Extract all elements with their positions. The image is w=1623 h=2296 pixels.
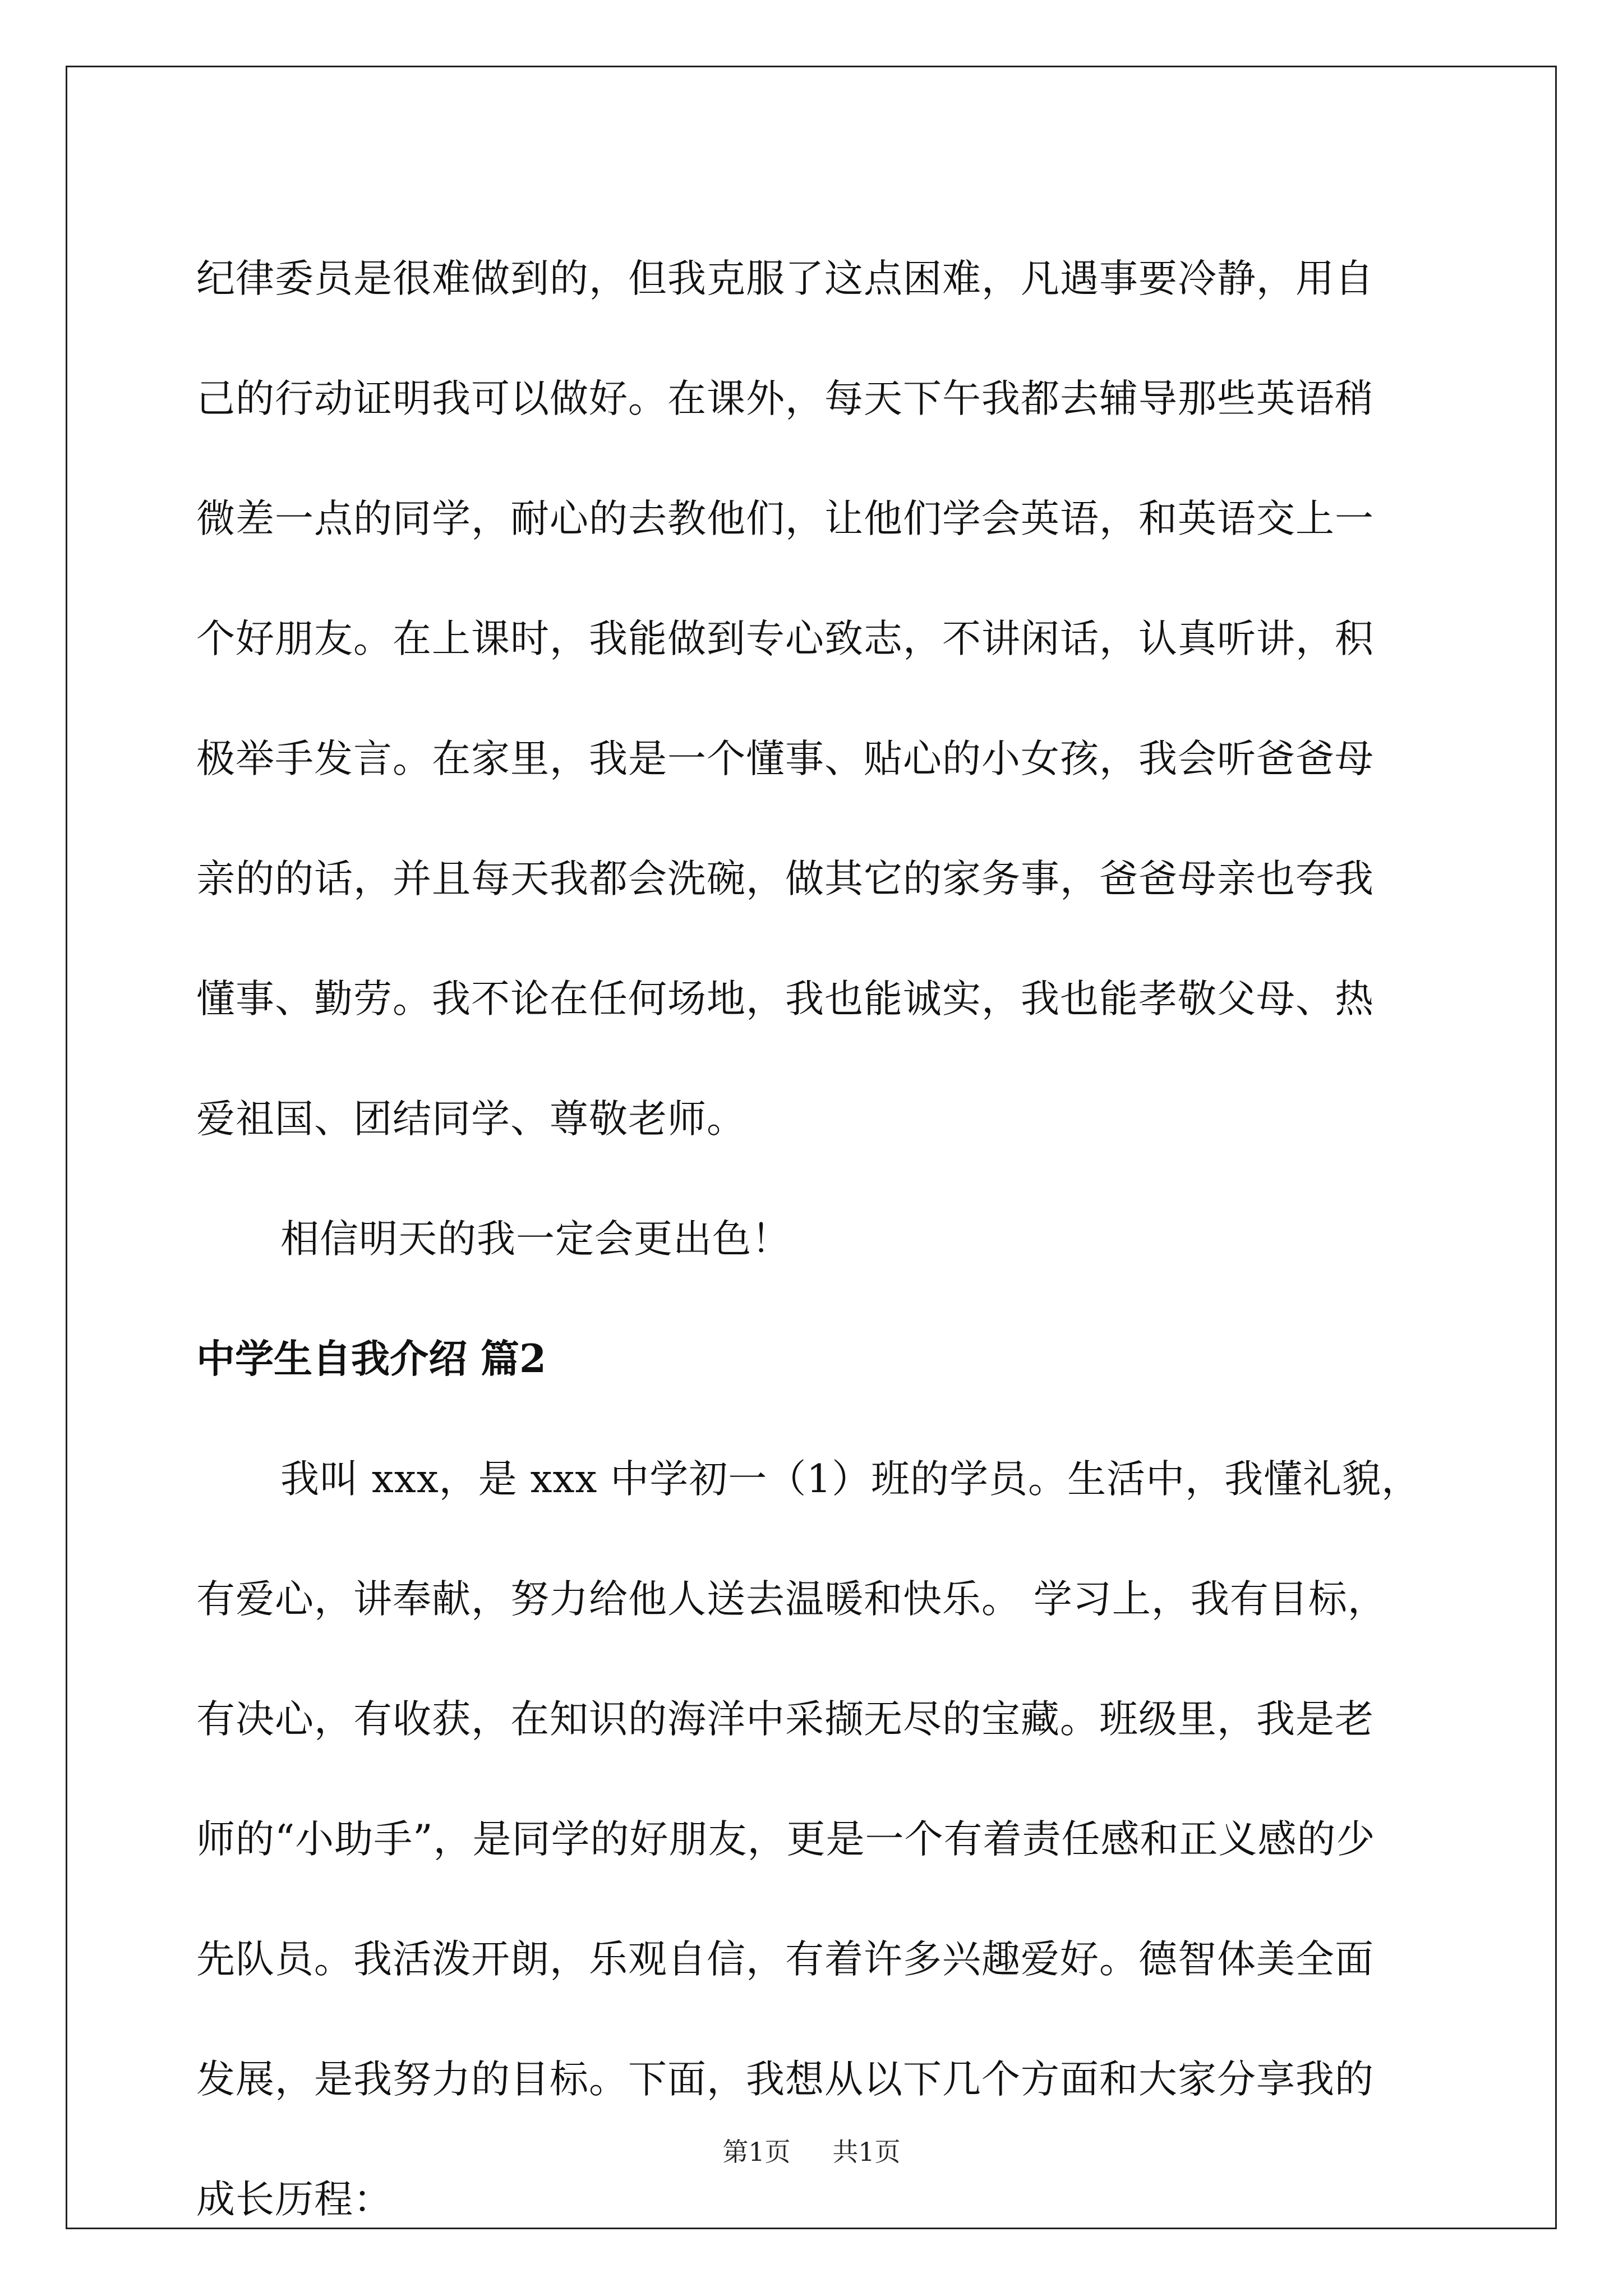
paragraph-line: 爱祖国、团结同学、尊敬老师。 — [196, 1097, 746, 1142]
paragraph-line: 个好朋友。在上课时，我能做到专心致志，不讲闲话，认真听讲，积 — [196, 616, 1374, 661]
page-number: 第1页 — [722, 2137, 791, 2167]
paragraph-line: 微差一点的同学，耐心的去教他们，让他们学会英语，和英语交上一 — [196, 496, 1374, 541]
paragraph-line: 先队员。我活泼开朗，乐观自信，有着许多兴趣爱好。德智体美全面 — [196, 1937, 1374, 1982]
paragraph-line: 极举手发言。在家里，我是一个懂事、贴心的小女孩，我会听爸爸母 — [196, 737, 1374, 781]
paragraph-line: 懂事、勤劳。我不论在任何场地，我也能诚实，我也能孝敬父母、热 — [196, 977, 1374, 1022]
paragraph-line: 成长历程： — [196, 2177, 393, 2222]
paragraph-line: 有爱心，讲奉献，努力给他人送去温暖和快乐。 学习上，我有目标， — [196, 1577, 1387, 1622]
paragraph-line: 发展，是我努力的目标。下面，我想从以下几个方面和大家分享我的 — [196, 2057, 1374, 2102]
paragraph-line: 我叫 xxx，是 xxx 中学初一（1）班的学员。生活中，我懂礼貌， — [280, 1457, 1421, 1502]
paragraph-line: 师的“小助手”，是同学的好朋友，更是一个有着责任感和正义感的少 — [196, 1817, 1376, 1862]
page-footer — [0, 2132, 1623, 2169]
paragraph-line: 己的行动证明我可以做好。在课外，每天下午我都去辅导那些英语稍 — [196, 376, 1374, 421]
paragraph-line: 纪律委员是很难做到的，但我克服了这点困难，凡遇事要冷静，用自 — [196, 256, 1374, 301]
paragraph-line: 有决心，有收获，在知识的海洋中采撷无尽的宝藏。班级里，我是老 — [196, 1697, 1374, 1742]
paragraph-line: 亲的的话，并且每天我都会洗碗，做其它的家务事，爸爸母亲也夸我 — [196, 857, 1374, 901]
page-total: 共1页 — [832, 2137, 901, 2167]
document-body — [196, 219, 1447, 2260]
section-heading: 中学生自我介绍 篇2 — [196, 1336, 547, 1382]
closing-line: 相信明天的我一定会更出色！ — [280, 1217, 791, 1262]
continued-paragraph — [196, 219, 1447, 1179]
